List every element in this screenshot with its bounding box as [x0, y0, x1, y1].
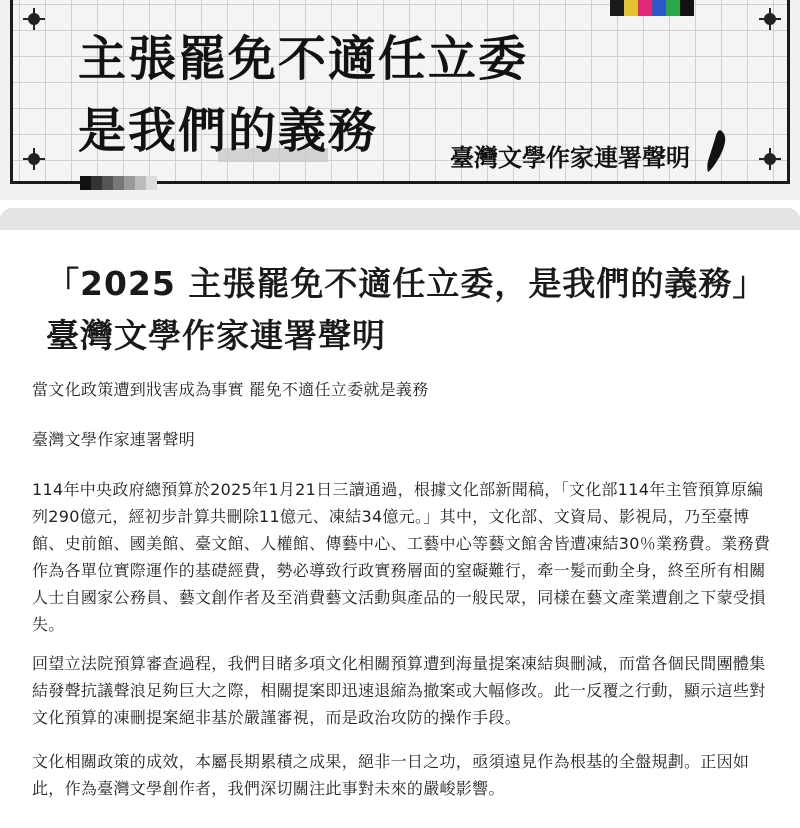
gray-swatch	[135, 176, 146, 190]
grayscale-bar	[80, 176, 157, 190]
gray-swatch	[102, 176, 113, 190]
gray-swatch	[113, 176, 124, 190]
banner-headline-line2: 是我們的義務	[78, 103, 379, 159]
crosshair-icon	[23, 8, 45, 30]
taiwan-map-icon	[703, 128, 729, 174]
gray-swatch	[91, 176, 102, 190]
gray-swatch	[124, 176, 135, 190]
crosshair-icon	[759, 8, 781, 30]
crosshair-icon	[23, 148, 45, 170]
color-swatch	[666, 0, 680, 16]
article	[0, 230, 800, 828]
article-paragraph: 回望立法院預算審查過程，我們目睹多項文化相關預算遭到海量提案凍結與刪減，而當各個民間團體集結發聲抗議聲浪足夠巨大之際，相關提案即迅速退縮為撤案或大幅修改。此一反覆之行動，顯示這些對文化預算的凍刪提案絕非基於嚴謹審視，而是政治攻防的操作手段。	[32, 654, 766, 727]
article-title: 「2025 主張罷免不適任立委，是我們的義務」臺灣文學作家連署聲明	[46, 264, 767, 355]
crosshair-icon	[759, 148, 781, 170]
scroll-separator	[0, 208, 800, 230]
color-swatch	[610, 0, 624, 16]
color-calibration-bar	[610, 0, 694, 16]
color-swatch	[652, 0, 666, 16]
article-paragraph: 文化相關政策的成效，本屬長期累積之成果，絕非一日之功，亟須遠見作為根基的全盤規劃。正因如此，作為臺灣文學創作者，我們深切關注此事對未來的嚴峻影響。	[32, 752, 750, 798]
banner-subtitle: 臺灣文學作家連署聲明	[450, 144, 690, 172]
color-swatch	[680, 0, 694, 16]
banner-headline-line1: 主張罷免不適任立委	[78, 31, 529, 87]
gray-swatch	[80, 176, 91, 190]
color-swatch	[638, 0, 652, 16]
gray-swatch	[146, 176, 157, 190]
color-swatch	[624, 0, 638, 16]
article-author-line: 臺灣文學作家連署聲明	[32, 430, 196, 449]
article-paragraph: 114年中央政府總預算於2025年1月21日三讀通過，根據文化部新聞稿，「文化部114年主管預算原編列290億元，經初步計算共刪除11億元、凍結34億元。」其中，文化部、文資局、影視局，乃至臺博館、史前館、國美館、臺文館、人權館、傳藝中心、工藝中心等藝文館舍皆遭凍結30％業務費。業務費作為各單位實際運作的基礎經費，勢必導致行政實務層面的窒礙難行，牽一髮而動全身，終至所有相關人士自國家公務員、藝文創作者及至消費藝文活動與產品的一般民眾，同樣在藝文產業遭創之下蒙受損失。	[32, 480, 771, 634]
article-subhead: 當文化政策遭到戕害成為事實 罷免不適任立委就是義務	[32, 380, 429, 399]
banner	[0, 0, 800, 200]
